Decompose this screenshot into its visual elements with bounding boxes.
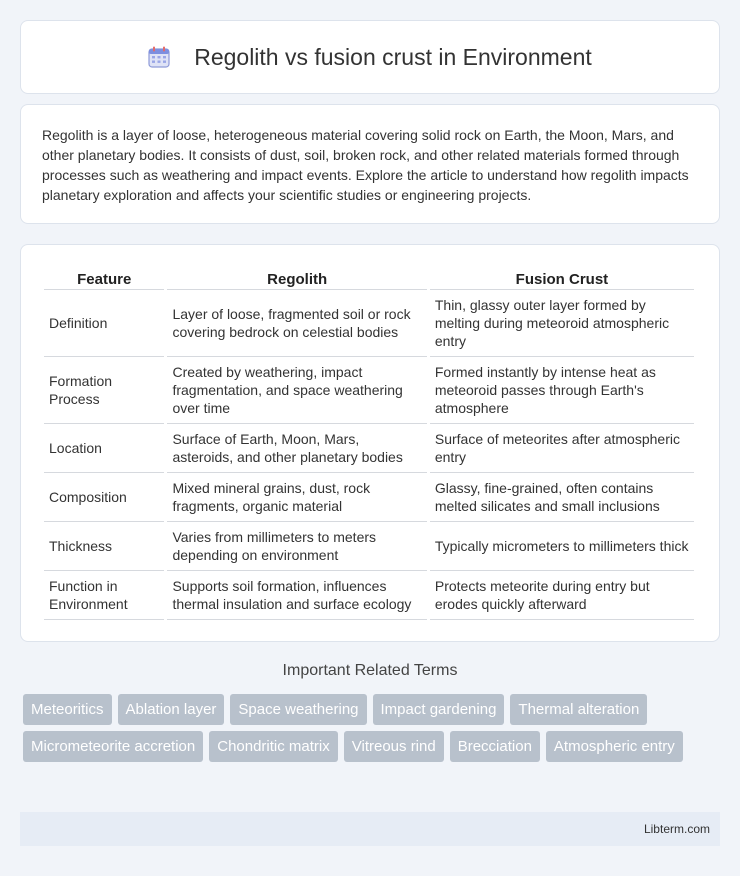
table-cell: Surface of Earth, Moon, Mars, asteroids, and other planetary bodies [167,424,426,473]
header-fusion-crust: Fusion Crust [430,265,694,290]
related-term-tag[interactable]: Micrometeorite accretion [23,731,203,762]
intro-text: Regolith is a layer of loose, heterogeneous material covering solid rock on Earth, the Moon, Mars, and other planetary bodies. It consists of dust, soil, broken rock, and other related materials formed through processes such as weathering and impact events. Explore the article to understand how regolith impacts planetary exploration and affects your scientific studies or engineering projects. [42,127,689,203]
table-cell: Definition [44,290,164,357]
table-cell: Protects meteorite during entry but erodes quickly afterward [430,571,694,620]
table-row [44,522,694,571]
table-header-row [44,265,694,290]
footer [20,812,720,846]
related-term-tag[interactable]: Brecciation [450,731,540,762]
table-row [44,424,694,473]
related-term-tag[interactable]: Chondritic matrix [209,731,338,762]
related-term-tag[interactable]: Space weathering [230,694,366,725]
table-cell: Formation Process [44,357,164,424]
table-row [44,357,694,424]
table-cell: Varies from millimeters to meters depending on environment [167,522,426,571]
footer-site-link[interactable]: Libterm.com [643,822,710,836]
comparison-table [41,265,697,620]
table-cell: Typically micrometers to millimeters thick [430,522,694,571]
related-term-tag[interactable]: Impact gardening [373,694,505,725]
intro-card [20,104,720,224]
table-cell: Surface of meteorites after atmospheric entry [430,424,694,473]
related-terms-tags [23,694,723,768]
related-term-tag[interactable]: Atmospheric entry [546,731,683,762]
related-term-tag[interactable]: Vitreous rind [344,731,444,762]
table-row [44,290,694,357]
table-cell: Formed instantly by intense heat as meteoroid passes through Earth's atmosphere [430,357,694,424]
table-cell: Layer of loose, fragmented soil or rock covering bedrock on celestial bodies [167,290,426,357]
related-terms-title: Important Related Terms [282,662,458,679]
table-row [44,571,694,620]
table-cell: Thickness [44,522,164,571]
comparison-table-card [20,244,720,642]
table-cell: Location [44,424,164,473]
related-term-tag[interactable]: Thermal alteration [510,694,647,725]
header-feature: Feature [44,265,164,290]
header-regolith: Regolith [167,265,426,290]
title-card [20,20,720,94]
related-term-tag[interactable]: Ablation layer [118,694,225,725]
table-cell: Function in Environment [44,571,164,620]
table-cell: Created by weathering, impact fragmentation, and space weathering over time [167,357,426,424]
table-row [44,473,694,522]
related-term-tag[interactable]: Meteoritics [23,694,112,725]
table-cell: Mixed mineral grains, dust, rock fragments, organic material [167,473,426,522]
calendar-icon [148,46,170,68]
table-cell: Thin, glassy outer layer formed by melting during meteoroid atmospheric entry [430,290,694,357]
table-cell: Supports soil formation, influences thermal insulation and surface ecology [167,571,426,620]
page-title: Regolith vs fusion crust in Environment [194,43,592,70]
table-cell: Glassy, fine-grained, often contains melted silicates and small inclusions [430,473,694,522]
table-cell: Composition [44,473,164,522]
